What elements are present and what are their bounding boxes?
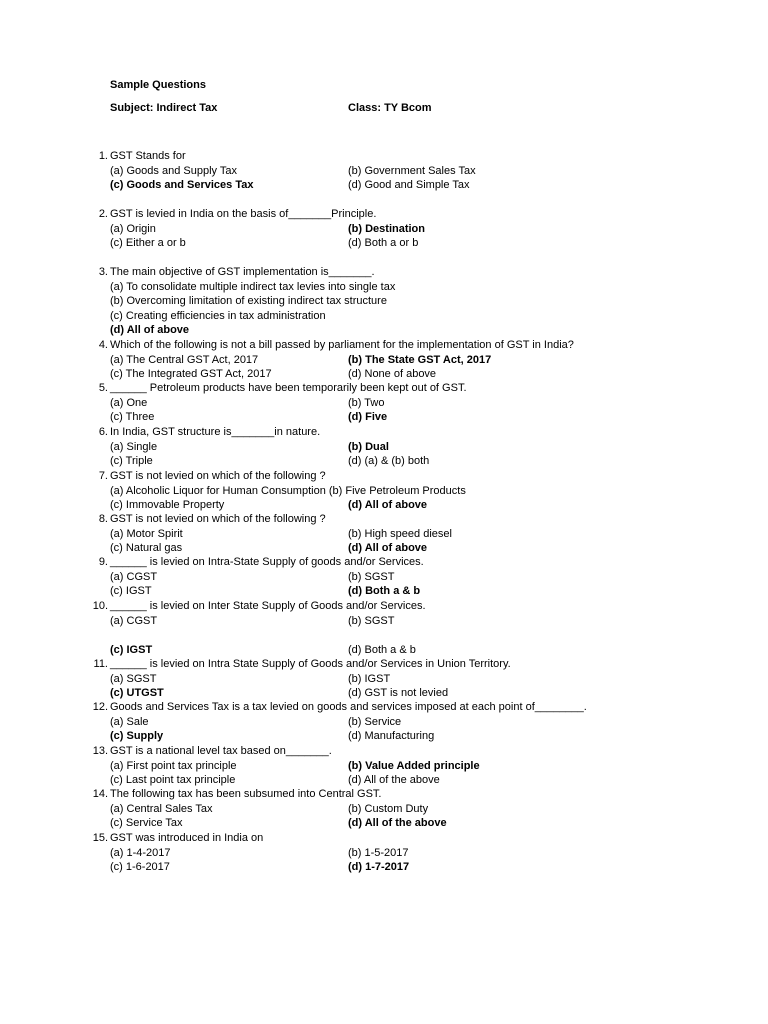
answer-option: (b) SGST (348, 614, 395, 627)
correct-answer: (c) IGST (110, 643, 153, 656)
answer-option: (c) Immovable Property (110, 499, 225, 512)
answer-option: (c) Service Tax (110, 817, 183, 830)
option-row (0, 280, 768, 295)
question-text: ______ is levied on Intra State Supply of Goods and/or Services in Union Territory. (110, 658, 511, 670)
question-number: 9. (98, 556, 108, 568)
answer-option: (c) Either a or b (110, 237, 186, 250)
question-number: 14. (92, 788, 108, 800)
question-number: 11. (93, 658, 108, 670)
option-row (0, 178, 768, 193)
question-number: 5. (98, 382, 108, 394)
answer-option: (d) Both a or b (348, 237, 419, 250)
option-row (0, 484, 768, 499)
answer-option: (c) Creating efficiencies in tax administration (110, 309, 326, 322)
question-7 (0, 469, 768, 484)
option-row (0, 816, 768, 831)
question-10 (0, 599, 768, 614)
option-row (0, 367, 768, 382)
question-number: 10. (92, 600, 108, 612)
option-row (0, 570, 768, 585)
answer-option: (b) 1-5-2017 (348, 846, 409, 859)
question-text: ______ is levied on Inter State Supply of Goods and/or Services. (110, 600, 426, 612)
option-row (0, 643, 768, 658)
answer-option: (b) High speed diesel (348, 527, 452, 540)
answer-option: (a) First point tax principle (110, 759, 237, 772)
question-number: 7. (98, 470, 108, 482)
correct-answer: (b) Destination (348, 222, 425, 235)
question-14 (0, 787, 768, 802)
question-text: Goods and Services Tax is a tax levied on goods and services imposed at each point of________. (110, 701, 587, 713)
option-row (0, 353, 768, 368)
answer-option: (a) 1-4-2017 (110, 846, 171, 859)
option-row (0, 309, 768, 324)
class-label: Class: TY Bcom (348, 102, 432, 114)
answer-option: (a) The Central GST Act, 2017 (110, 353, 259, 366)
correct-answer: (d) 1-7-2017 (348, 861, 410, 874)
answer-option: (c) 1-6-2017 (110, 861, 170, 874)
answer-option: (b) Government Sales Tax (348, 164, 476, 177)
question-number: 15. (92, 832, 108, 844)
answer-option: (a) CGST (110, 614, 158, 627)
answer-option: (b) SGST (348, 570, 395, 583)
option-row (0, 773, 768, 788)
question-number: 13. (92, 745, 108, 757)
question-12 (0, 700, 768, 715)
correct-answer: (c) Goods and Services Tax (110, 179, 254, 192)
answer-option: (b) IGST (348, 672, 391, 685)
question-text: GST is levied in India on the basis of_______Principle. (110, 208, 377, 220)
question-text: Which of the following is not a bill passed by parliament for the implementation of GST in India? (110, 339, 574, 351)
answer-option: (c) The Integrated GST Act, 2017 (110, 368, 272, 381)
correct-answer: (d) All of above (110, 324, 190, 337)
option-row (0, 846, 768, 861)
question-4 (0, 338, 768, 353)
option-row (0, 541, 768, 556)
option-row (0, 294, 768, 309)
answer-option: (a) Origin (110, 222, 156, 235)
option-row (0, 236, 768, 251)
answer-option: (d) (a) & (b) both (348, 455, 430, 468)
answer-option: (d) Both a & b (348, 643, 416, 656)
option-row (0, 860, 768, 875)
correct-answer: (d) All of the above (348, 817, 447, 830)
question-text: GST Stands for (110, 150, 186, 162)
correct-answer: (d) Five (348, 411, 388, 424)
question-3 (0, 265, 768, 280)
answer-option: (a) Motor Spirit (110, 527, 183, 540)
option-row (0, 614, 768, 629)
answer-option: (d) None of above (348, 368, 437, 381)
option-row (0, 802, 768, 817)
correct-answer: (b) The State GST Act, 2017 (348, 353, 492, 366)
question-number: 8. (98, 513, 108, 525)
option-row (0, 323, 768, 338)
subject-label: Subject: Indirect Tax (110, 102, 218, 114)
question-11 (0, 657, 768, 672)
answer-option: (a) Goods and Supply Tax (110, 164, 237, 177)
question-13 (0, 744, 768, 759)
answer-option: (a) One (110, 396, 148, 409)
answer-option: (b) Custom Duty (348, 802, 429, 815)
correct-answer: (b) Dual (348, 440, 389, 453)
question-15 (0, 831, 768, 846)
answer-option: (c) IGST (110, 585, 152, 598)
question-number: 2. (98, 208, 108, 220)
answer-option: (a) Alcoholic Liquor for Human Consumption (b) Five Petroleum Products (110, 484, 466, 497)
question-text: GST is not levied on which of the following ? (110, 470, 326, 482)
answer-option: (b) Overcoming limitation of existing indirect tax structure (110, 295, 387, 308)
correct-answer: (c) Supply (110, 730, 164, 743)
option-row (0, 672, 768, 687)
answer-option: (d) GST is not levied (348, 687, 449, 700)
option-row (0, 410, 768, 425)
answer-option: (d) All of the above (348, 774, 440, 787)
question-2 (0, 207, 768, 222)
answer-option: (d) Good and Simple Tax (348, 179, 470, 192)
question-8 (0, 512, 768, 527)
option-row (0, 527, 768, 542)
answer-option: (a) CGST (110, 570, 158, 583)
question-6 (0, 425, 768, 440)
answer-option: (a) Single (110, 440, 158, 453)
question-number: 4. (98, 339, 108, 351)
answer-option: (c) Natural gas (110, 542, 183, 555)
question-5 (0, 381, 768, 396)
option-row (0, 454, 768, 469)
question-text: GST was introduced in India on (110, 832, 264, 844)
answer-option: (d) Manufacturing (348, 730, 435, 743)
answer-option: (a) SGST (110, 672, 157, 685)
option-row (0, 164, 768, 179)
answer-option: (a) Central Sales Tax (110, 802, 213, 815)
option-row (0, 396, 768, 411)
option-row (0, 759, 768, 774)
question-9 (0, 555, 768, 570)
question-number: 3. (98, 266, 108, 278)
option-row (0, 584, 768, 599)
answer-option: (c) Three (110, 411, 155, 424)
correct-answer: (c) UTGST (110, 687, 164, 700)
question-text: GST is a national level tax based on_______. (110, 745, 332, 757)
question-text: ______ Petroleum products have been temporarily been kept out of GST. (110, 382, 467, 394)
correct-answer: (d) All of above (348, 499, 428, 512)
option-row (0, 498, 768, 513)
question-text: ______ is levied on Intra-State Supply of goods and/or Services. (110, 556, 424, 568)
answer-option: (c) Last point tax principle (110, 774, 236, 787)
question-number: 1. (98, 150, 108, 162)
answer-option: (b) Service (348, 715, 402, 728)
answer-option: (a) To consolidate multiple indirect tax levies into single tax (110, 280, 396, 293)
question-text: The following tax has been subsumed into Central GST. (110, 788, 382, 800)
correct-answer: (d) Both a & b (348, 585, 421, 598)
option-row (0, 686, 768, 701)
correct-answer: (b) Value Added principle (348, 759, 480, 772)
question-number: 6. (98, 426, 108, 438)
answer-option: (a) Sale (110, 715, 149, 728)
answer-option: (c) Triple (110, 455, 153, 468)
question-text: The main objective of GST implementation is_______. (110, 266, 375, 278)
correct-answer: (d) All of above (348, 542, 428, 555)
document-title: Sample Questions (110, 79, 206, 91)
question-text: In India, GST structure is_______in nature. (110, 426, 321, 438)
question-1 (0, 149, 768, 164)
option-row (0, 440, 768, 455)
option-row (0, 715, 768, 730)
option-row (0, 729, 768, 744)
option-row (0, 222, 768, 237)
answer-option: (b) Two (348, 396, 385, 409)
question-text: GST is not levied on which of the following ? (110, 513, 326, 525)
question-number: 12. (92, 701, 108, 713)
